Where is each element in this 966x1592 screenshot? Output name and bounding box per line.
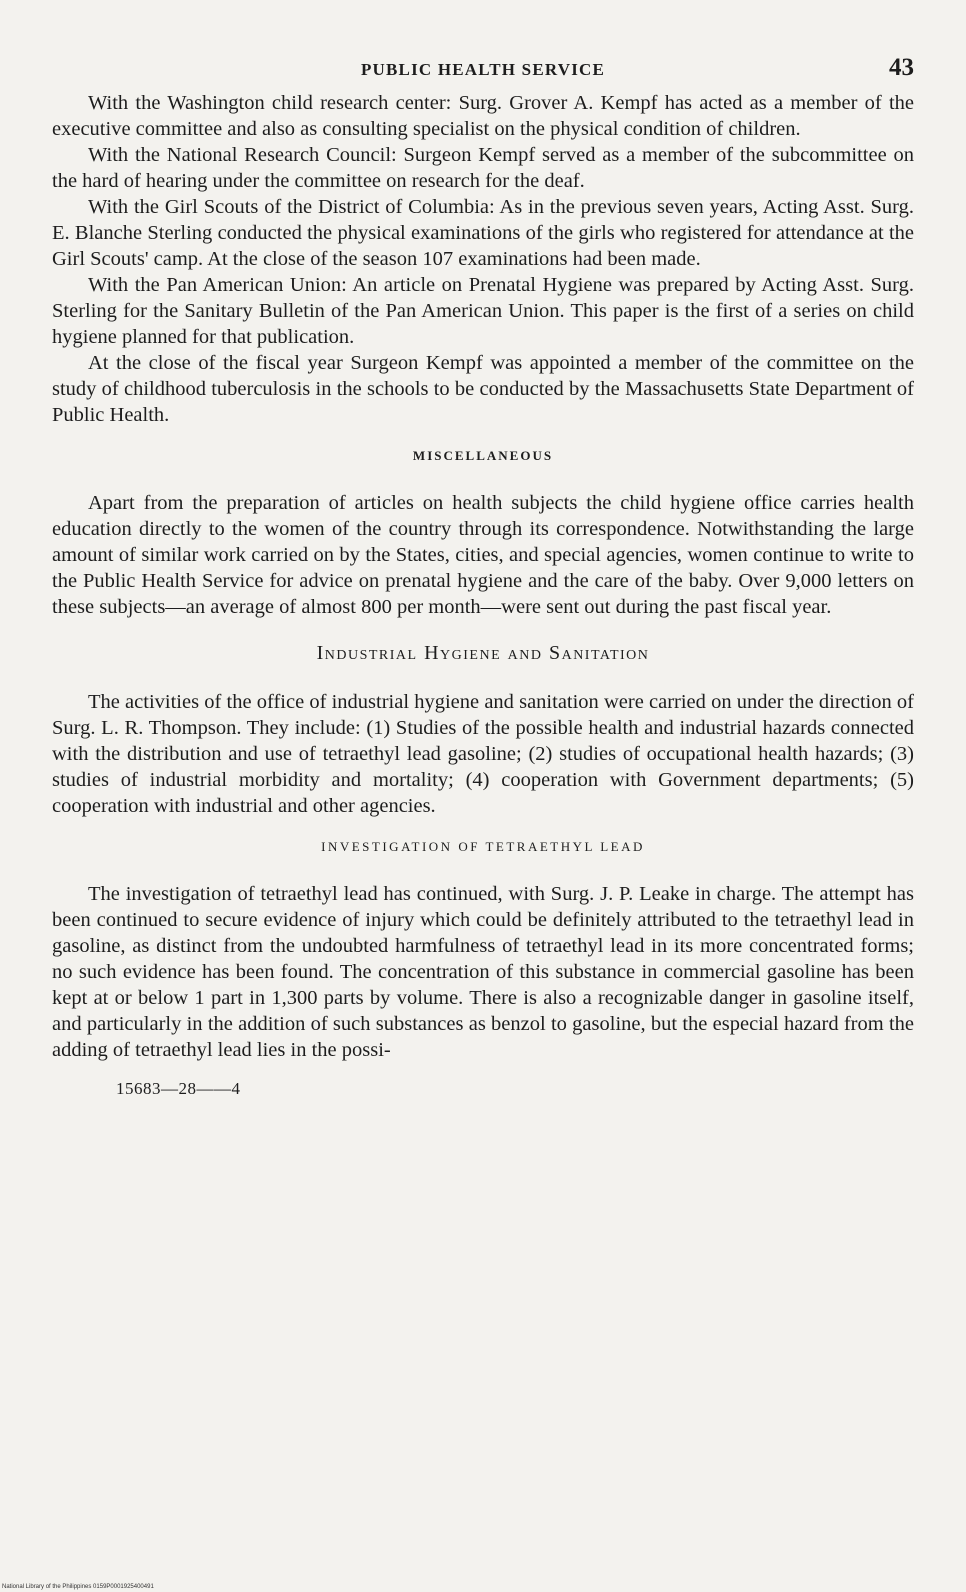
paragraph-girl-scouts: With the Girl Scouts of the District of Columbia: As in the previous seven years, Acting Asst. Surg. E. Blanche Sterling conducted the physical examinations of the girls who registered for attendance at the Girl Scouts' camp. At the close of the season 107 examinations had been made. [52, 196, 914, 270]
paragraph-research-council: With the National Research Council: Surgeon Kempf served as a member of the subcommittee on the hard of hearing under the committee on research for the deaf. [52, 144, 914, 192]
paragraph-pan-american: With the Pan American Union: An article on Prenatal Hygiene was prepared by Acting Asst. Surg. Sterling for the Sanitary Bulletin of the Pan American Union. This paper is the first of a series on child hygiene planned for that publication. [52, 274, 914, 348]
paragraph-industrial-hygiene: The activities of the office of industrial hygiene and sanitation were carried on under the direction of Surg. L. R. Thompson. They include: (1) Studies of the possible health and industrial hazards connected with the distribution and use of tetraethyl lead gasoline; (2) studies of occupational health hazards; (3) studies of industrial morbidity and mortality; (4) cooperation with Government departments; (5) cooperation with industrial and other agencies. [52, 691, 914, 817]
paragraph-miscellaneous: Apart from the preparation of articles on health subjects the child hygiene office carries health education directly to the women of the country through its correspondence. Notwithstanding the large amount of similar work carried on by the States, cities, and special agencies, women continue to write to the Public Health Service for advice on prenatal hygiene and the care of the baby. Over 9,000 letters on these subjects—an average of almost 800 per month—were sent out during the past fiscal year. [52, 492, 914, 618]
running-head [52, 50, 914, 90]
paragraph-tetraethyl-lead: The investigation of tetraethyl lead has continued, with Surg. J. P. Leake in charge. The attempt has been continued to secure evidence of injury which could be definitely attributed to the tetraethyl lead in gasoline, as distinct from the undoubted harmfulness of tetraethyl lead in its more concentrated forms; no such evidence has been found. The concentration of this substance in commercial gasoline has been kept at or below 1 part in 1,300 parts by volume. There is also a recognizable danger in gasoline itself, and particularly in the addition of such substances as benzol to gasoline, but the especial hazard from the adding of tetraethyl lead lies in the possi- [52, 883, 914, 1061]
scan-credit: National Library of the Philippines 0159P0001925400491 [2, 1584, 154, 1590]
paragraph-washington: With the Washington child research center: Surg. Grover A. Kempf has acted as a member of the executive committee and also as consulting specialist on the physical condition of children. [52, 92, 914, 140]
heading-miscellaneous: MISCELLANEOUS [412, 448, 554, 463]
document-page [52, 50, 914, 1580]
running-title: PUBLIC HEALTH SERVICE [360, 60, 606, 79]
top-paragraphs [52, 90, 914, 428]
heading-tetraethyl-lead: INVESTIGATION OF TETRAETHYL LEAD [321, 839, 645, 854]
page-number: 43 [889, 54, 914, 81]
paragraph-kempf-appointment: At the close of the fiscal year Surgeon Kempf was appointed a member of the committee on the study of childhood tuberculosis in the schools to be conducted by the Massachusetts State Department of Public Health. [52, 352, 914, 426]
heading-industrial-hygiene: Industrial Hygiene and Sanitation [316, 642, 650, 664]
signature-mark: 15683—28——4 [116, 1079, 241, 1098]
